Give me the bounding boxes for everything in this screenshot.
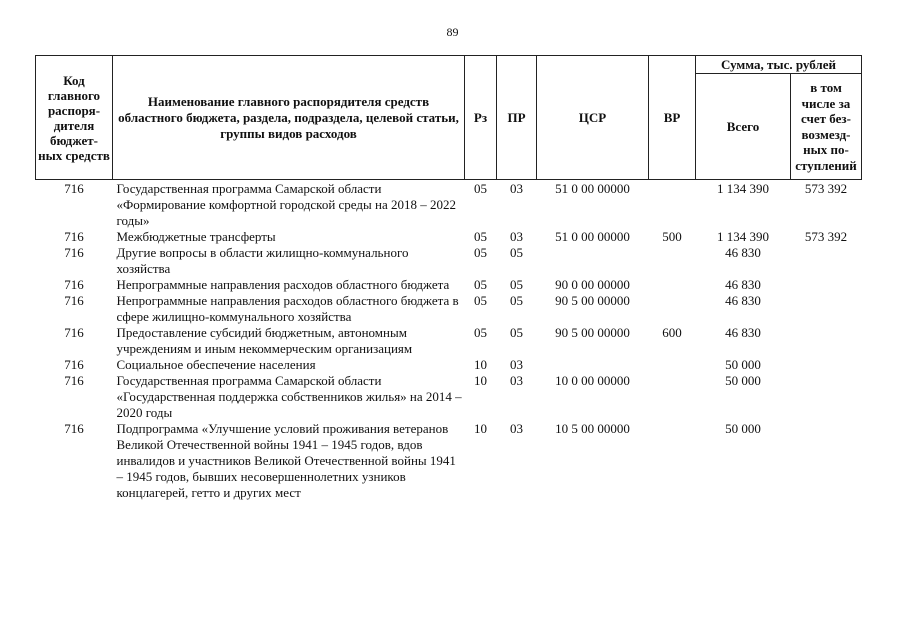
cell-including	[791, 357, 862, 373]
table-row	[36, 293, 862, 325]
cell-rz: 10	[474, 357, 487, 372]
cell-including	[791, 421, 862, 501]
header-code: Код главного распоря-дителя бюджет-ных средств	[36, 56, 113, 180]
cell-csr: 51 0 00 00000	[555, 229, 630, 244]
table-row	[36, 245, 862, 277]
header-total: Всего	[696, 74, 791, 180]
header-csr: ЦСР	[537, 56, 649, 180]
table-row	[36, 373, 862, 421]
cell-csr: 51 0 00 00000	[555, 181, 630, 196]
cell-vr	[649, 180, 696, 230]
cell-csr: 10 0 00 00000	[555, 373, 630, 388]
table-row	[36, 229, 862, 245]
cell-name: Предоставление субсидий бюджетным, автономным учреждениям и иным некоммерческим организациям	[116, 325, 413, 356]
cell-pr: 03	[510, 229, 523, 244]
header-including: в том числе за счет без-возмезд-ных по-ступлений	[791, 74, 862, 180]
cell-rz: 10	[474, 373, 487, 388]
cell-name: Социальное обеспечение населения	[116, 357, 316, 372]
header-name: Наименование главного распорядителя средств областного бюджета, раздела, подраздела, целевой статьи, группы видов расходов	[113, 56, 465, 180]
cell-rz: 05	[474, 181, 487, 196]
cell-pr: 03	[510, 373, 523, 388]
cell-rz: 05	[474, 245, 487, 260]
cell-code: 716	[64, 293, 84, 308]
cell-including: 573 392	[804, 229, 848, 244]
cell-csr: 10 5 00 00000	[555, 421, 630, 436]
cell-total: 46 830	[725, 245, 761, 260]
cell-code: 716	[64, 245, 84, 260]
cell-total: 50 000	[725, 373, 761, 388]
cell-code: 716	[64, 229, 84, 244]
cell-code: 716	[64, 421, 84, 436]
cell-vr	[649, 421, 696, 501]
cell-including	[791, 245, 862, 277]
cell-csr: 90 0 00 00000	[555, 277, 630, 292]
cell-including	[791, 277, 862, 293]
table-row	[36, 421, 862, 501]
cell-rz: 05	[474, 229, 487, 244]
cell-name: Государственная программа Самарской области «Формирование комфортной городской среды на 2018 – 2022 годы»	[116, 181, 456, 228]
cell-including	[791, 373, 862, 421]
cell-vr: 600	[662, 325, 682, 340]
budget-table	[35, 55, 862, 501]
cell-rz: 10	[474, 421, 487, 436]
cell-pr: 05	[510, 293, 523, 308]
table-row	[36, 277, 862, 293]
cell-total: 50 000	[725, 421, 761, 436]
cell-rz: 05	[474, 325, 487, 340]
cell-vr	[649, 245, 696, 277]
cell-csr	[537, 357, 649, 373]
page-number: 89	[446, 25, 459, 39]
table-row	[36, 357, 862, 373]
cell-name: Другие вопросы в области жилищно-коммунального хозяйства	[116, 245, 409, 276]
header-rz: Рз	[465, 56, 497, 180]
cell-pr: 05	[510, 325, 523, 340]
cell-total: 46 830	[725, 293, 761, 308]
cell-pr: 03	[510, 357, 523, 372]
cell-total: 46 830	[725, 325, 761, 340]
cell-name: Межбюджетные трансферты	[116, 229, 276, 244]
cell-csr: 90 5 00 00000	[555, 293, 630, 308]
cell-vr	[649, 373, 696, 421]
cell-csr: 90 5 00 00000	[555, 325, 630, 340]
cell-total: 50 000	[725, 357, 761, 372]
cell-total: 1 134 390	[717, 181, 769, 196]
cell-pr: 03	[510, 421, 523, 436]
cell-csr	[537, 245, 649, 277]
cell-pr: 05	[510, 245, 523, 260]
cell-rz: 05	[474, 293, 487, 308]
cell-name: Непрограммные направления расходов областного бюджета в сфере жилищно-коммунального хозяйства	[116, 293, 459, 324]
cell-vr: 500	[662, 229, 682, 244]
cell-including	[791, 325, 862, 357]
cell-total: 46 830	[725, 277, 761, 292]
header-pr: ПР	[497, 56, 537, 180]
cell-name: Подпрограмма «Улучшение условий проживания ветеранов Великой Отечественной войны 1941 – 1945 годов, вдов инвалидов и участников Великой Отечественной войны 1941 – 1945 годов, бывших несовершеннолетних узников концлагерей, гетто и других мест	[116, 421, 456, 500]
cell-vr	[649, 293, 696, 325]
cell-code: 716	[64, 373, 84, 388]
cell-code: 716	[64, 325, 84, 340]
cell-including: 573 392	[804, 181, 848, 196]
cell-rz: 05	[474, 277, 487, 292]
table-row	[36, 325, 862, 357]
cell-code: 716	[64, 277, 84, 292]
cell-vr	[649, 357, 696, 373]
table-row	[36, 180, 862, 230]
cell-pr: 03	[510, 181, 523, 196]
cell-vr	[649, 277, 696, 293]
cell-code: 716	[64, 357, 84, 372]
header-vr: ВР	[649, 56, 696, 180]
cell-including	[791, 293, 862, 325]
header-sum-group: Сумма, тыс. рублей	[696, 56, 862, 74]
cell-total: 1 134 390	[717, 229, 769, 244]
cell-name: Государственная программа Самарской области «Государственная поддержка собственников жилья» на 2014 – 2020 годы	[116, 373, 462, 420]
cell-code: 716	[64, 181, 84, 196]
cell-pr: 05	[510, 277, 523, 292]
cell-name: Непрограммные направления расходов областного бюджета	[116, 277, 450, 292]
